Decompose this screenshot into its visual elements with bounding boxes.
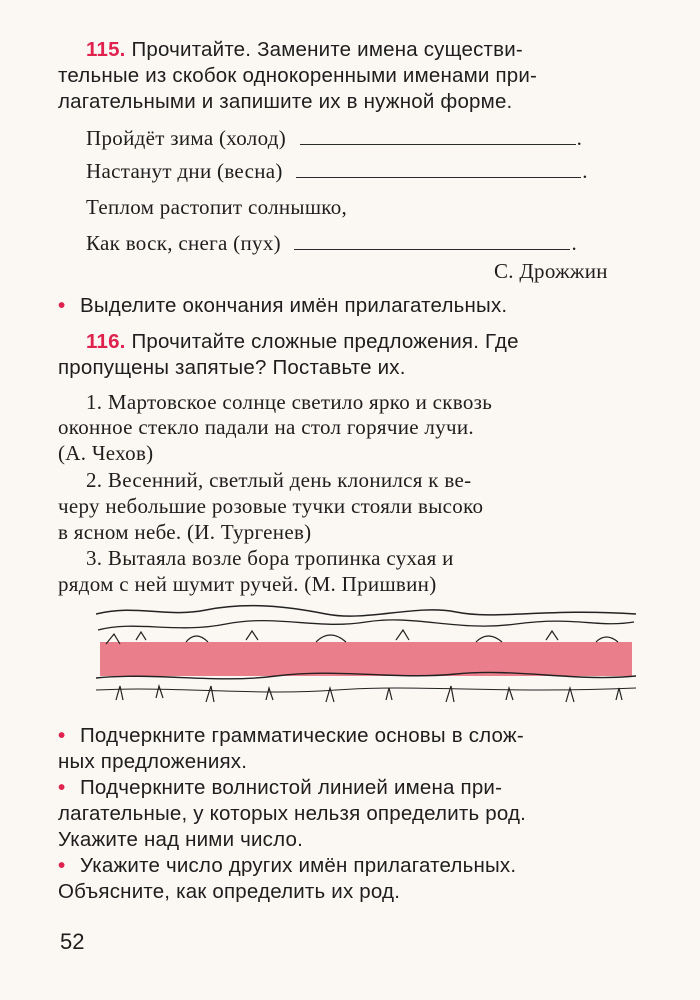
landscape-illustration [96, 600, 636, 715]
ex116-task-line-1 [86, 329, 644, 355]
answer-blank-2[interactable] [296, 159, 581, 178]
ex116-task-3-line-2: Объясните, как определить их род. [58, 880, 401, 903]
answer-blank-1[interactable] [300, 126, 576, 145]
ex116-task-1-line-2: ных предложениях. [58, 750, 248, 773]
sentence-2-text-2: черу небольшие розовые тучки стояли высоко [58, 494, 484, 518]
ex116-task-1-text-1: Подчеркните грамматические основы в слож- [80, 724, 524, 747]
ex115-task-text-1: Прочитайте. Замените имена существи- [131, 38, 523, 61]
poem-line-1: Пройдёт зима (холод) . [86, 126, 583, 150]
ex116-task-2-line-3: Укажите над ними число. [58, 828, 304, 851]
poem-line-2-text: Настанут дни (весна) [86, 159, 283, 183]
sentence-1-author: (А. Чехов) [58, 441, 154, 465]
page-number: 52 [60, 929, 85, 954]
poem-line-2: Настанут дни (весна) . [86, 159, 588, 183]
horizon-line [96, 606, 636, 616]
poem-line-4: Как воск, снега (пух) . [86, 231, 578, 255]
ex115-bullet-text: Выделите окончания имён прилагательных. [80, 294, 508, 317]
snow-ridge-line [98, 620, 634, 630]
sentence-2-line-3: в ясном небе. (И. Тургенев) [58, 520, 312, 544]
poem-line-1-text: Пройдёт зима (холод) [86, 126, 287, 150]
ex116-task-2-line-2: лагательные, у которых нельзя определить род. [58, 802, 527, 825]
bullet-icon: • [58, 854, 66, 877]
sentence-2-line-1 [86, 467, 644, 493]
sentence-1-line-1 [86, 389, 644, 415]
ex116-task-text-1: Прочитайте сложные предложения. Где [131, 330, 519, 353]
ex116-task-1-line-1 [58, 723, 524, 749]
sentence-1-line-2 [58, 414, 644, 440]
ground-line [96, 688, 636, 692]
ex115-task-line-3: лагательными и запишите их в нужной форме. [58, 90, 513, 113]
sentence-1-text-1: 1. Мартовское солнце светило ярко и сквозь [86, 390, 493, 414]
sentence-2-line-2 [58, 493, 644, 519]
bullet-icon: • [58, 724, 66, 747]
poem-line-3: Теплом растопит солнышко, [86, 195, 348, 219]
poem-line-4-text: Как воск, снега (пух) [86, 231, 281, 255]
ex115-task-line-2: тельные из скобок однокоренными именами при- [58, 64, 538, 87]
bullet-icon: • [58, 294, 66, 317]
ex116-task-2-line-1 [58, 775, 502, 801]
ex116-task-3-line-1 [58, 853, 516, 879]
ex116-task-line-2: пропущены запятые? Поставьте их. [58, 356, 406, 379]
ex115-bullet-task [58, 293, 507, 319]
sentence-3-text-1: 3. Вытаяла возле бора тропинка сухая и [86, 546, 454, 570]
sentence-3-line-2: рядом с ней шумит ручей. (М. Пришвин) [58, 572, 437, 596]
grass-tufts-top [106, 630, 618, 644]
ex116-task-3-text-1: Укажите число других имён прилагательных. [80, 854, 517, 877]
sentence-3-line-1 [86, 545, 644, 571]
ex115-number: 115. [86, 38, 126, 61]
sentence-2-text-1: 2. Весенний, светлый день клонился к ве- [86, 468, 472, 492]
pink-band [100, 642, 632, 676]
bullet-icon: • [58, 776, 66, 799]
ex116-task-2-text-1: Подчеркните волнистой линией имена при- [80, 776, 503, 799]
ex115-task-line-1 [86, 37, 644, 63]
sentence-1-text-2: оконное стекло падали на стол горячие лучи. [58, 415, 474, 439]
poem-author: С. Дрожжин [494, 259, 608, 283]
answer-blank-3[interactable] [294, 231, 570, 250]
ex116-number: 116. [86, 330, 126, 353]
